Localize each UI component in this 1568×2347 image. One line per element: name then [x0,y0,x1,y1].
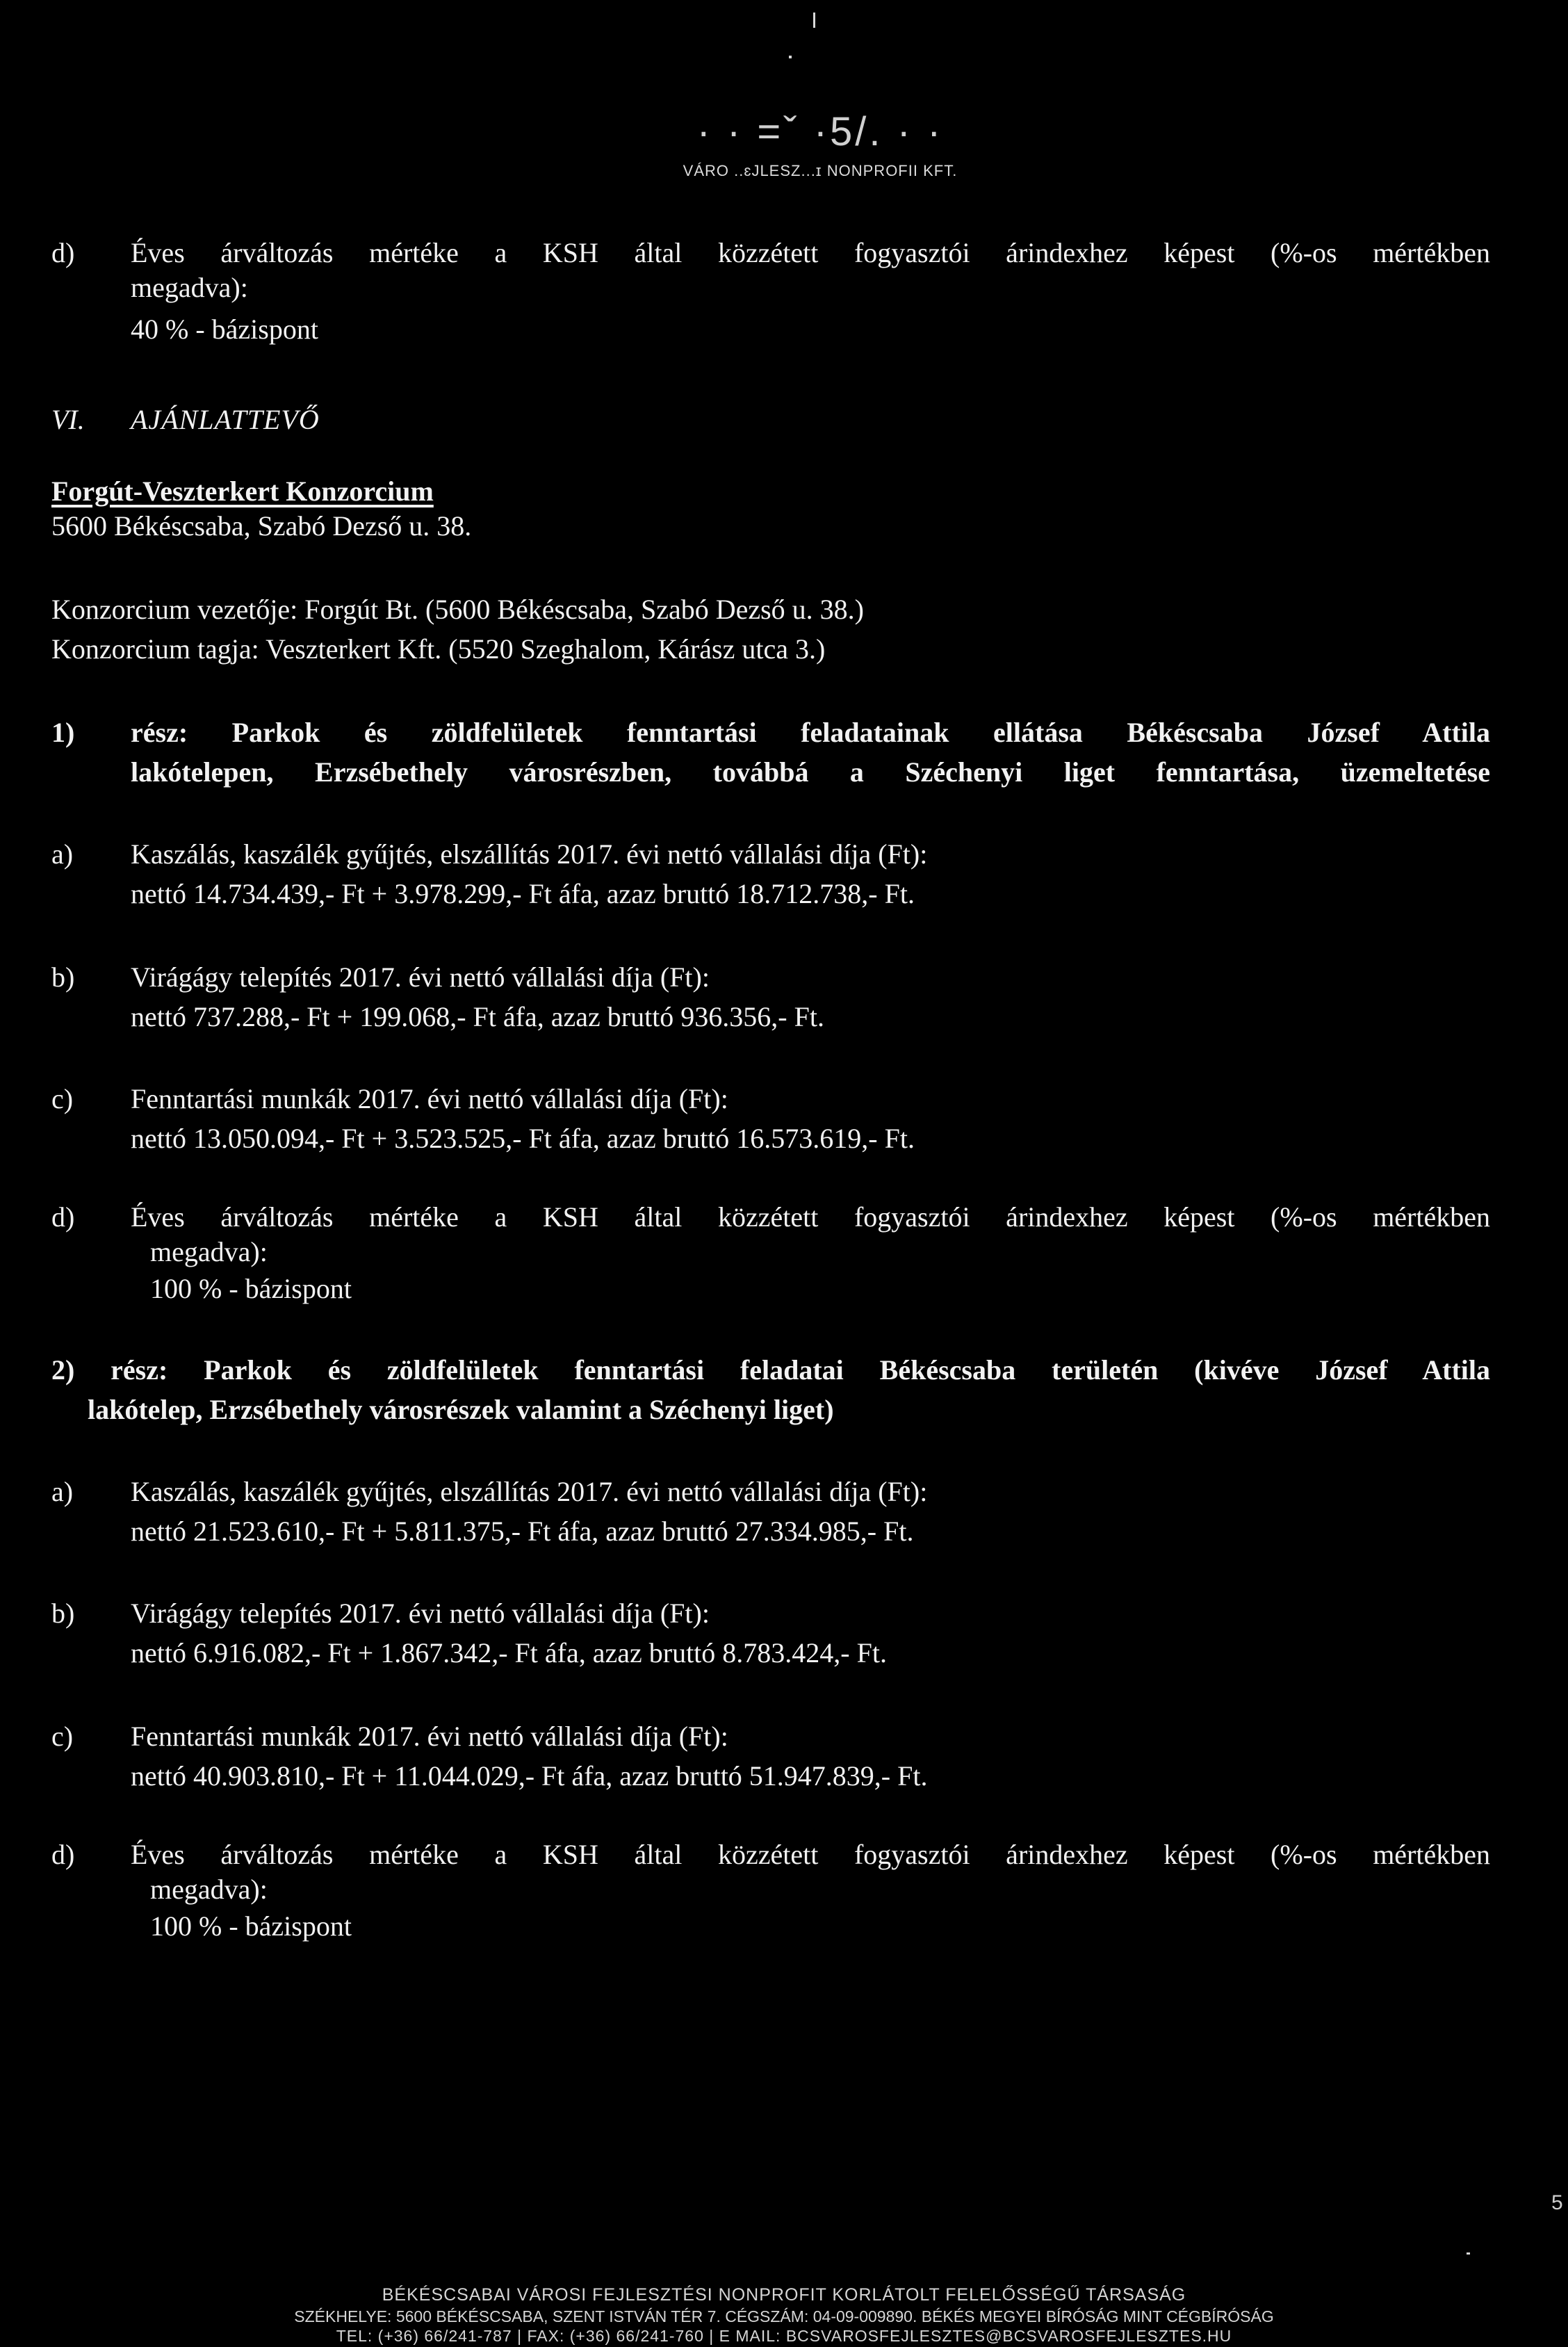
item-value: nettó 13.050.094,- Ft + 3.523.525,- Ft áfa, azaz bruttó 16.573.619,- Ft. [131,1123,915,1154]
item-label: d) [51,1839,75,1870]
consortium-member: Konzorcium tagja: Veszterkert Kft. (5520 Szeghalom, Kárász utca 3.) [51,633,826,665]
scan-speck [789,56,792,58]
section-number: VI. [51,404,85,435]
footer-contact: TEL: (+36) 66/241-787 | FAX: (+36) 66/241-760 | E MAIL: BCSVAROSFEJLESZTES@BCSVAROSFEJLESZTES.HU [336,2327,1232,2345]
part-title: rész: Parkok és zöldfelületek fenntartási feladatainak ellátása Békéscsaba József Attila [131,717,1490,748]
part-title: lakótelepen, Erzsébethely városrészben, továbbá a Széchenyi liget fenntartása, üzemeltetése [131,756,1490,788]
part-title: lakótelep, Erzsébethely városrészek valamint a Széchenyi liget) [88,1394,834,1425]
item-label: a) [51,1476,74,1507]
side-mark: 5 [1551,2191,1563,2214]
item-label: b) [51,961,75,993]
item-value: nettó 40.903.810,- Ft + 11.044.029,- Ft áfa, azaz bruttó 51.947.839,- Ft. [131,1760,928,1792]
item-text: Éves árváltozás mértéke a KSH által közzétett fogyasztói árindexhez képest (%-os mértékben [131,1839,1490,1870]
header-logo-text: · · =ˇ ·5/. · · [696,109,944,154]
item-label: c) [51,1083,74,1114]
item-value: 100 % - bázispont [150,1910,352,1942]
item-text: Virágágy telepítés 2017. évi nettó vállalási díja (Ft): [131,1598,710,1629]
footer-registration: SZÉKHELYE: 5600 BÉKÉSCSABA, SZENT ISTVÁN TÉR 7. CÉGSZÁM: 04-09-009890. BÉKÉS MEGYEI BÍRÓSÁG MINT CÉGBÍRÓSÁG [294,2307,1274,2325]
item-value: nettó 737.288,- Ft + 199.068,- Ft áfa, azaz bruttó 936.356,- Ft. [131,1001,824,1032]
scan-speck [813,13,815,28]
item-value: nettó 14.734.439,- Ft + 3.978.299,- Ft áfa, azaz bruttó 18.712.738,- Ft. [131,878,915,909]
item-text: megadva): [150,1236,268,1267]
item-value: 100 % - bázispont [150,1273,352,1304]
section-title: AJÁNLATTEVŐ [131,404,320,435]
item-label: c) [51,1721,74,1752]
item-label: b) [51,1598,75,1629]
header-org: VÁRO ..ɛJLESZ...ɪ NONPROFII KFT. [683,162,958,179]
item-text: Éves árváltozás mértéke a KSH által közzétett fogyasztói árindexhez képest (%-os mértékben [131,237,1490,268]
bidder-name: Forgút-Veszterkert Konzorcium [51,476,434,507]
item-label: d) [51,237,75,268]
item-text: Fenntartási munkák 2017. évi nettó vállalási díja (Ft): [131,1083,728,1114]
item-text: Kaszálás, kaszálék gyűjtés, elszállítás 2017. évi nettó vállalási díja (Ft): [131,838,928,870]
item-text: Éves árváltozás mértéke a KSH által közzétett fogyasztói árindexhez képest (%-os mértékben [131,1201,1490,1233]
item-text: Fenntartási munkák 2017. évi nettó vállalási díja (Ft): [131,1721,728,1752]
item-value: nettó 6.916.082,- Ft + 1.867.342,- Ft áfa, azaz bruttó 8.783.424,- Ft. [131,1637,887,1668]
bidder-address: 5600 Békéscsaba, Szabó Dezső u. 38. [51,510,472,542]
part-title: 2) rész: Parkok és zöldfelületek fenntartási feladatai Békéscsaba területén (kivéve József Attila [51,1354,1490,1386]
item-value: nettó 21.523.610,- Ft + 5.811.375,- Ft áfa, azaz bruttó 27.334.985,- Ft. [131,1516,914,1547]
item-value: 40 % - bázispont [131,314,318,345]
item-label: d) [51,1201,75,1233]
item-text: Virágágy telepítés 2017. évi nettó vállalási díja (Ft): [131,961,710,993]
item-label: a) [51,838,74,870]
item-text: megadva): [150,1874,268,1905]
footer-company: BÉKÉSCSABAI VÁROSI FEJLESZTÉSI NONPROFIT KORLÁTOLT FELELŐSSÉGŰ TÁRSASÁG [382,2285,1186,2305]
item-text: Kaszálás, kaszálék gyűjtés, elszállítás 2017. évi nettó vállalási díja (Ft): [131,1476,928,1507]
item-text: megadva): [131,272,248,303]
part-number: 1) [51,717,75,748]
consortium-leader: Konzorcium vezetője: Forgút Bt. (5600 Békéscsaba, Szabó Dezső u. 38.) [51,594,864,625]
scan-speck [1467,2252,1470,2255]
